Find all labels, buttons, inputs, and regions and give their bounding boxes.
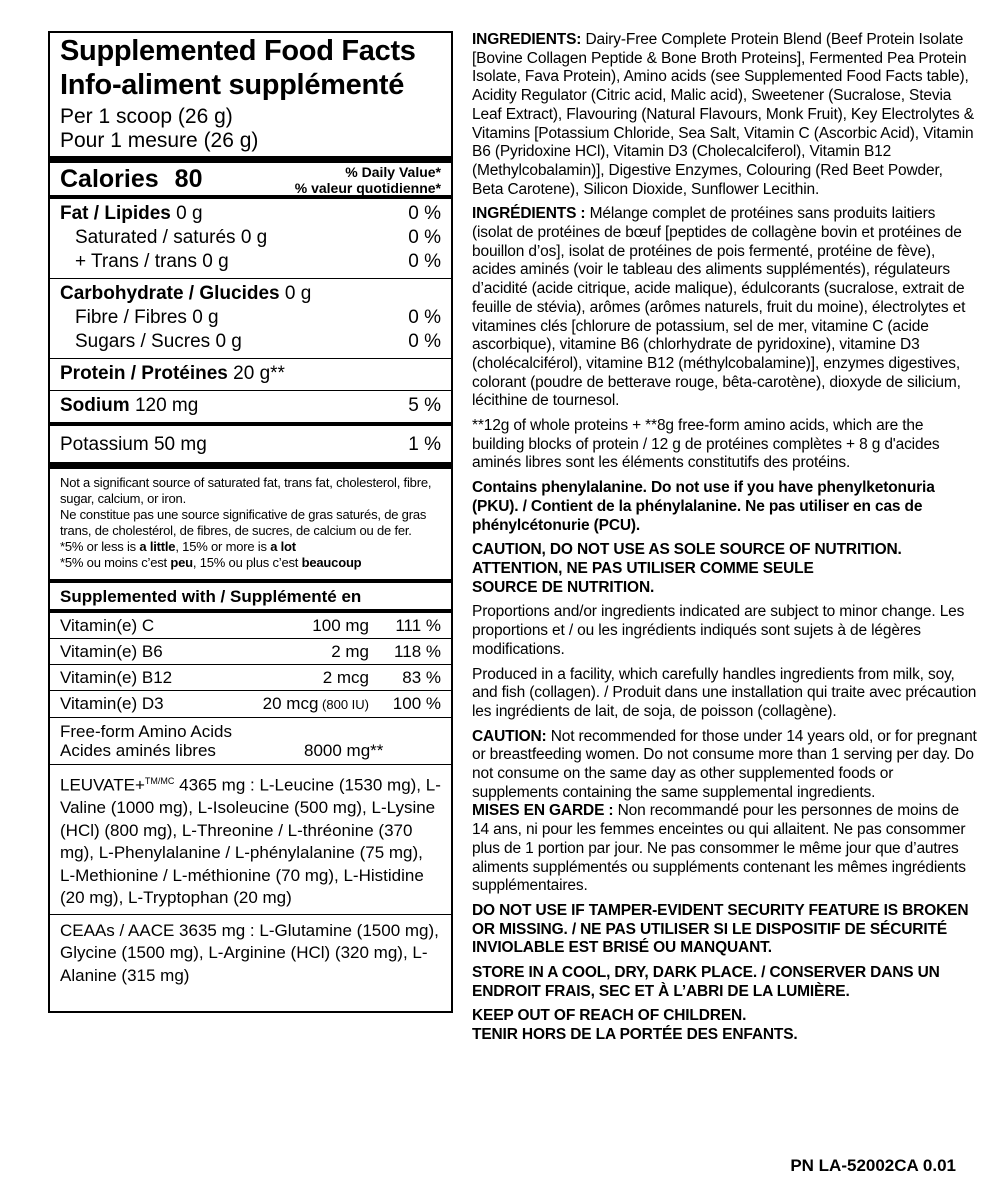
vitamin-row: Vitamin(e) B6 2 mg 118 %: [60, 642, 441, 661]
facts-title-fr: Info-aliment supplémenté: [60, 69, 405, 101]
vitamin-row: Vitamin(e) B12 2 mcg 83 %: [60, 668, 441, 687]
serving-size-fr: Pour 1 mesure (26 g): [60, 129, 259, 152]
keep-away-warning: KEEP OUT OF REACH OF CHILDREN. TENIR HORS DE LA PORTÉE DES ENFANTS.: [472, 1007, 798, 1044]
calories-row: [60, 163, 441, 195]
nutrient-row-saturated: Saturated / saturés 0 g 0 %: [75, 227, 441, 248]
supplemented-with-heading: Supplemented with / Supplémenté en: [60, 587, 362, 606]
tamper-warning: DO NOT USE IF TAMPER-EVIDENT SECURITY FEATURE IS BROKEN OR MISSING. / NE PAS UTILISER SI LE DISPOSITIF DE SÉCURITÉ INVIOLABLE EST BRISÉ OU MANQUANT.: [472, 901, 969, 957]
nutrient-row-protein: Protein / Protéines 20 g**: [60, 363, 285, 384]
amino-acids-row: Free-form Amino Acids Acides aminés libres 8000 mg**: [60, 722, 384, 760]
protein-note: **12g of whole proteins + **8g free-form amino acids, which are the building blocks of protein / 12 g de protéines complètes + 8 g d'acides aminés libres sont les éléments constitutifs des protéins.: [472, 417, 940, 472]
potassium-group: [60, 426, 441, 462]
proportions-note: Proportions and/or ingredients indicated are subject to minor change. Les proportions et / ou les ingrédients indiqués sont sujets à de légères modifications.: [472, 603, 965, 658]
serving-size-en: Per 1 scoop (26 g): [60, 105, 233, 128]
nutrient-row-fibre: Fibre / Fibres 0 g 0 %: [75, 307, 441, 328]
ingredients-en: INGREDIENTS: Dairy-Free Complete Protein Blend (Beef Protein Isolate [Bovine Collagen Peptide & Bone Broth Proteins], Fermented Pea Protein Isolate, Fava Protein), Amino acids (see Supplemented Food Facts table), Acidity Regulator (Citric acid, Malic acid), Sweetener (Sucralose, Stevia Leaf Extract), Flavouring (Natural Flavours, Monk Fruit), Key Electrolytes & Vitamins [Potassium Chloride, Sea Salt, Vitamin C (Ascorbic Acid), Vitamin B6 (Pyridoxine HCl), Vitamin D3 (Cholecalciferol), Vitamin B12 (Methylcobalamin)], Digestive Enzymes, Colouring (Red Beet Powder, Beta Carotene), Silicon Dioxide, Sunflower Lecithin.: [472, 31, 974, 198]
amino-acids-amount: 8000 mg**: [304, 741, 384, 760]
nutrient-row-sugars: Sugars / Sucres 0 g 0 %: [75, 331, 441, 352]
divider: [50, 462, 451, 469]
nutrient-row-carbohydrate: Carbohydrate / Glucides 0 g: [60, 283, 312, 304]
fat-group: [60, 199, 441, 278]
nutrient-row-potassium: Potassium 50 mg 1 %: [60, 434, 441, 455]
storage-instructions: STORE IN A COOL, DRY, DARK PLACE. / CONSERVER DANS UN ENDROIT FRAIS, SEC ET À L’ABRI DE LA LUMIÈRE.: [472, 964, 940, 1000]
part-number: PN LA-52002CA 0.01: [790, 1156, 956, 1175]
calories-label: Calories: [60, 165, 159, 193]
nutrient-row-sodium: Sodium 120 mg 5 %: [60, 395, 441, 416]
protein-group: [60, 359, 441, 390]
ingredients-and-warnings: [472, 31, 977, 1051]
ceaa-blend: CEAAs / AACE 3635 mg : L-Glutamine (1500 mg), Glycine (1500 mg), L-Arginine (HCl) (320 mg), L-Alanine (315 mg): [60, 920, 439, 985]
supplemented-food-facts-table: [48, 31, 453, 1013]
daily-value-header: % Daily Value* % valeur quotidienne*: [294, 164, 441, 196]
caution-en: CAUTION: Not recommended for those under 14 years old, or for pregnant or breastfeeding women. Do not consume more than 1 serving per day. Do not consume on the same day as other supplemented foods or supplements containing the same supplemental ingredients.: [472, 727, 977, 801]
nutrient-row-trans: + Trans / trans 0 g 0 %: [75, 251, 441, 272]
leuvate-blend: LEUVATE+$^{TM/MC}$ 4365 mg : L-Leucine (1530 mg), L-Valine (1000 mg), L-Isoleucine (500 mg), L-Lysine (HCl) (800 mg), L-Threonine / L-thréonine (370 mg), L-Phenylalanine / L-phénylalanine (75 mg), L-Methionine / L-méthionine (70 mg), L-Histidine (20 mg), L-Tryptophan (20 mg): [60, 775, 441, 908]
ingredients-fr: INGRÉDIENTS : Mélange complet de protéines sans produits laitiers (isolat de protéines de bœuf [peptides de collagène bovin et protéines de bouillon d’os], isolat de protéines de pois fermenté, protéine de fève), acides aminés (voir le tableau des aliments supplémentés), régulateurs d’acidité (acide citrique, acide malique), édulcorants (sucralose, extrait de feuille de stévia), arômes (arômes naturels, fruit du moine), électrolytes et vitamines clés [chlorure de potassium, sel de mer, vitamine C (acide ascorbique), vitamine B6 (chlorhydrate de pyridoxine), vitamine D3 (cholécalciférol), vitamine B12 (méthylcobalamine)], enzymes digestives, colorant (poudre de betterave rouge, bêta-carotène), dioxyde de silicium, lécithine de tournesol.: [472, 205, 966, 410]
facility-note: Produced in a facility, which carefully handles ingredients from milk, soy, and fish (collagen). / Produit dans une installation qui traite avec précaution les ingrédients de lait, de soja, de poisson (collagène).: [472, 665, 977, 720]
daily-value-footnote: Not a significant source of saturated fat, trans fat, cholesterol, fibre, sugar, calcium, or iron. Ne constitue pas une source significative de gras saturés, de gras trans, de cholestérol, de fibres, de sucres, de calcium ou de fer. *5% or less is a little, 15% or more is a lot *5% ou moins c’est peu, 15% ou plus c’est beaucoup: [60, 475, 432, 570]
sodium-group: [60, 391, 441, 422]
facts-title-en: Supplemented Food Facts: [60, 35, 416, 67]
sole-source-caution: CAUTION, DO NOT USE AS SOLE SOURCE OF NUTRITION. ATTENTION, NE PAS UTILISER COMME SEULE SOURCE DE NUTRITION.: [472, 541, 902, 596]
vitamin-row: Vitamin(e) D3 20 mcg (800 IU) 100 %: [60, 694, 441, 713]
pku-warning: Contains phenylalanine. Do not use if you have phenylketonuria (PKU). / Contient de la phénylalanine. Ne pas utiliser en cas de phénylcétonurie (PCU).: [472, 479, 935, 534]
divider: [50, 156, 451, 163]
vitamin-row: Vitamin(e) C 100 mg 111 %: [60, 616, 441, 635]
nutrient-row-fat: Fat / Lipides 0 g 0 %: [60, 203, 441, 224]
carbohydrate-group: [60, 279, 441, 358]
caution-fr: MISES EN GARDE : Non recommandé pour les personnes de moins de 14 ans, ni pour les femmes enceintes ou qui allaitent. Ne pas consommer plus de 1 portion par jour. Ne pas consommer le même jour que d’autres aliments supplémentés ou suppléments contenant les mêmes ingrédients supplémentaires.: [472, 802, 966, 895]
calories-value: 80: [174, 165, 203, 193]
